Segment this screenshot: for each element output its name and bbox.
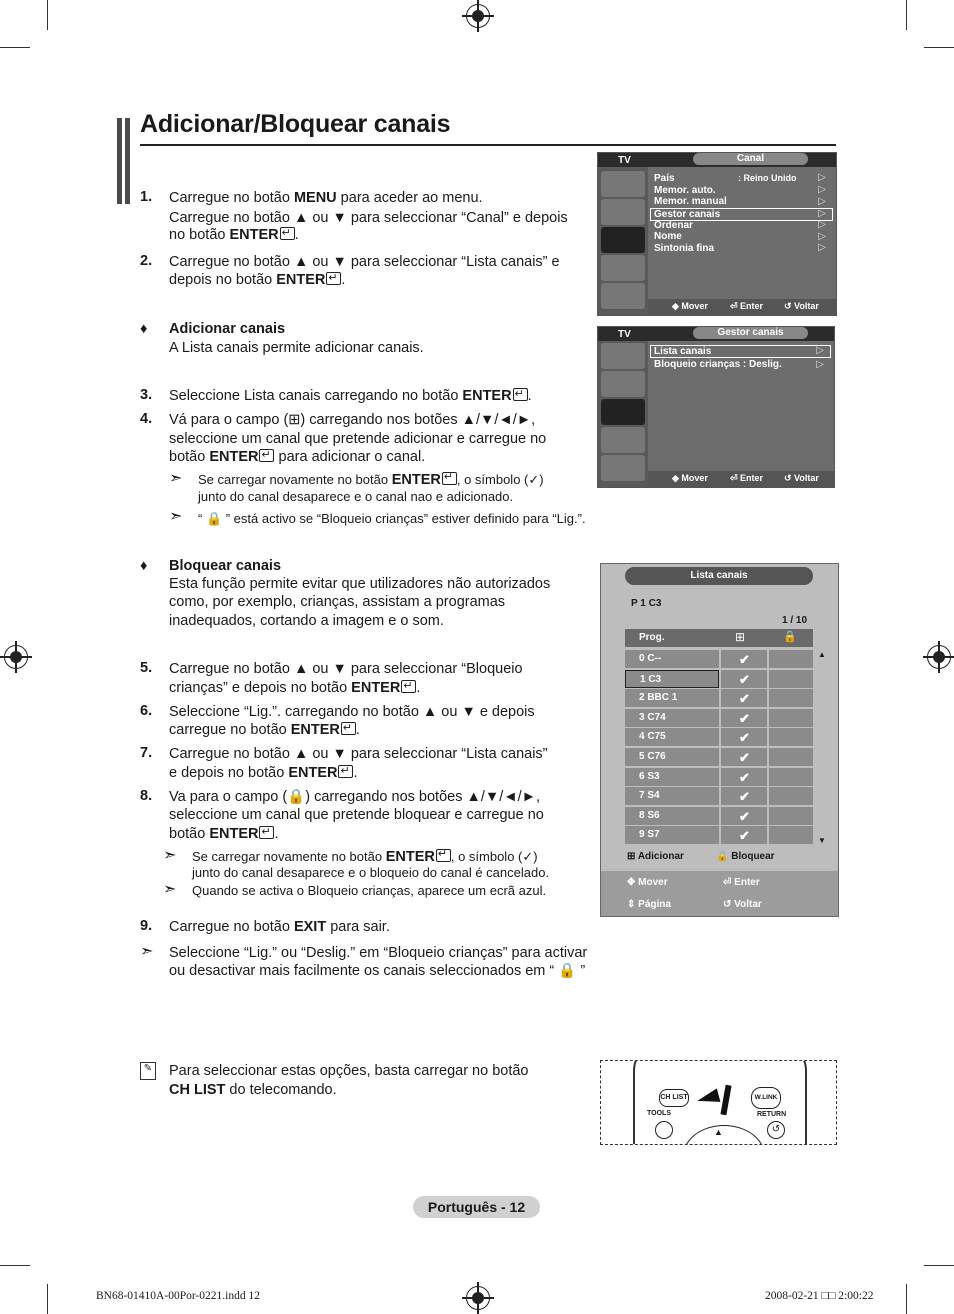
registration-mark-icon: [466, 4, 490, 28]
bullet-icon: ♦: [140, 558, 148, 574]
enter-icon: [341, 722, 356, 735]
print-info-left: BN68-01410A-00Por-0221.indd 12: [96, 1290, 260, 1302]
note-arrow-icon: ➣: [169, 508, 183, 525]
step-6-line-1: Seleccione “Lig.”. carregando no botão ▲ ou ▼ e depois: [169, 704, 535, 720]
enter-icon: [401, 680, 416, 693]
setup-icon: [601, 427, 645, 453]
add-cell[interactable]: [721, 807, 767, 825]
note-arrow-icon: ➣: [163, 881, 177, 898]
check-icon: ✔: [739, 789, 750, 804]
print-info-right: 2008-02-21 □□ 2:00:22: [765, 1290, 874, 1302]
note-arrow-icon: ➣: [169, 470, 183, 487]
add-cell[interactable]: [721, 670, 767, 688]
wlink-button[interactable]: W.LINK: [751, 1087, 781, 1109]
tv-menu-item[interactable]: Memor. manual: [654, 196, 727, 207]
step-5-line-2: crianças” e depois no botão ENTER↵ .: [169, 679, 420, 698]
add-cell[interactable]: [721, 689, 767, 707]
step-2-line-2: depois no botão ENTER↵ .: [169, 271, 345, 290]
tv-menu-item-selected[interactable]: Gestor canais: [650, 208, 833, 221]
arrow-right-icon: ▷: [818, 184, 826, 195]
channel-row[interactable]: [625, 748, 813, 766]
ch-list-button[interactable]: CH LIST: [659, 1089, 689, 1107]
enter-icon: [442, 472, 457, 485]
scroll-up-icon[interactable]: ▲: [818, 650, 826, 659]
crop-mark: [924, 1265, 954, 1266]
lock-cell[interactable]: [769, 670, 813, 688]
enter-icon: [259, 449, 274, 462]
channel-name: 1 C3: [625, 670, 719, 688]
channel-name: 7 S4: [625, 787, 719, 805]
lock-cell[interactable]: [769, 768, 813, 786]
current-channel: P 1 C3: [631, 598, 662, 609]
channel-row[interactable]: [625, 787, 813, 805]
memo-line-1: Para seleccionar estas opções, basta carregar no botão: [169, 1063, 529, 1079]
page-title: Adicionar/Bloquear canais: [140, 110, 451, 138]
step-8-line-3: botão ENTER↵ .: [169, 825, 279, 844]
channel-name: 6 S3: [625, 768, 719, 786]
step-number: 6.: [140, 703, 153, 719]
channel-name: 8 S6: [625, 807, 719, 825]
note-arrow-icon: ➣: [140, 943, 154, 960]
lock-icon: 🔒: [716, 851, 729, 862]
add-cell[interactable]: [721, 748, 767, 766]
step-9: Carregue no botão EXIT para sair.: [169, 919, 390, 935]
lock-cell[interactable]: [769, 787, 813, 805]
page-label: Português - 12: [413, 1196, 540, 1218]
note-5-line-2: ou desactivar mais facilmente os canais seleccionados em “ 🔒 ”: [169, 963, 586, 979]
channel-name: 9 S7: [625, 826, 719, 844]
arrow-right-icon: ▷: [816, 359, 824, 370]
note-3-line-1: Se carregar novamente no botão ENTER↵ , o símbolo (✓): [192, 848, 538, 866]
lock-cell[interactable]: [769, 826, 813, 844]
lock-cell[interactable]: [769, 748, 813, 766]
step-4-line-3: botão ENTER↵ para adicionar o canal.: [169, 448, 425, 467]
arrow-right-icon: ▷: [816, 345, 824, 356]
step-4-line-2: seleccione um canal que pretende adicionar e carregue no: [169, 431, 547, 447]
channel-icon: [601, 399, 645, 425]
section-lock-title: Bloquear canais: [169, 558, 282, 574]
tv-menu-sidebar: [598, 153, 648, 315]
lock-cell[interactable]: [769, 807, 813, 825]
add-icon: ⊞: [627, 851, 636, 862]
note-3-line-2: junto do canal desaparece e o bloqueio do canal é cancelado.: [192, 865, 550, 880]
channel-list-header: Lista canais: [625, 567, 813, 585]
channel-list-footer: ✥ Mover ⏎ Enter ⇕ Página ↺ Voltar: [601, 871, 838, 916]
channel-name: 3 C74: [625, 709, 719, 727]
step-7-line-1: Carregue no botão ▲ ou ▼ para seleccionar “Lista canais”: [169, 746, 548, 762]
lock-cell[interactable]: [769, 689, 813, 707]
channel-row[interactable]: [625, 826, 813, 844]
channel-row[interactable]: [625, 689, 813, 707]
step-1-line-2: Carregue no botão ▲ ou ▼ para seleccionar “Canal” e depois: [169, 210, 568, 226]
enter-icon: [280, 227, 295, 240]
step-number: 8.: [140, 788, 153, 804]
check-icon: ✔: [739, 652, 750, 667]
section-lock-line-1: Esta função permite evitar que utilizadores não autorizados: [169, 576, 551, 592]
note-1-line-2: junto do canal desaparece e o canal nao e adicionado.: [198, 489, 514, 504]
add-cell[interactable]: [721, 826, 767, 844]
tv-menu-item[interactable]: Ordenar: [654, 220, 693, 231]
step-number: 9.: [140, 918, 153, 934]
step-number: 3.: [140, 387, 153, 403]
check-icon: ✔: [739, 711, 750, 726]
channel-row[interactable]: [625, 709, 813, 727]
add-cell[interactable]: [721, 728, 767, 746]
section-lock-line-2: como, por exemplo, crianças, assistam a programas: [169, 594, 506, 610]
up-arrow-icon: ▲: [714, 1127, 723, 1137]
channel-icon: [601, 227, 645, 253]
add-cell[interactable]: [721, 787, 767, 805]
enter-icon: [513, 388, 528, 401]
picture-icon: [601, 171, 645, 197]
step-4-line-1: Vá para o campo (⊞) carregando nos botões ▲/▼/◄/►,: [169, 412, 536, 428]
tv-menu-list: [648, 167, 836, 299]
setup-icon: [601, 255, 645, 281]
lock-cell[interactable]: [769, 650, 813, 668]
step-number: 4.: [140, 411, 153, 427]
picture-icon: [601, 343, 645, 369]
registration-mark-icon: [4, 645, 28, 669]
check-icon: ✔: [739, 809, 750, 824]
note-2: “ 🔒 ” está activo se “Bloqueio crianças” estiver definido para “Lig.”.: [198, 511, 586, 526]
crop-mark: [924, 47, 954, 48]
tv-menu-list: [648, 341, 834, 471]
step-5-line-1: Carregue no botão ▲ ou ▼ para seleccionar “Bloqueio: [169, 661, 523, 677]
section-lock-line-3: inadequados, cortando a imagem e o som.: [169, 613, 444, 629]
tv-menu-footer: ◆ Mover ⏎ Enter ↺ Voltar: [648, 299, 836, 315]
tv-menu-item[interactable]: Bloqueio crianças : Deslig.: [654, 359, 782, 370]
sound-icon: [601, 199, 645, 225]
check-icon: ✔: [739, 672, 750, 687]
step-7-line-2: e depois no botão ENTER↵ .: [169, 764, 358, 783]
enter-icon: [326, 272, 341, 285]
tv-menu-gestor: [597, 326, 835, 488]
lock-cell[interactable]: [769, 709, 813, 727]
input-icon: [601, 455, 645, 481]
tv-menu-header: TV Gestor canais: [598, 327, 834, 341]
step-6-line-2: carregue no botão ENTER↵ .: [169, 721, 360, 740]
page-indicator: 1 / 10: [782, 615, 808, 626]
crop-mark: [47, 0, 48, 30]
step-number: 2.: [140, 253, 153, 269]
arrow-right-icon: ▷: [818, 231, 826, 242]
crop-mark: [47, 1284, 48, 1314]
enter-icon: [259, 826, 274, 839]
step-number: 1.: [140, 189, 153, 205]
arrow-right-icon: ▷: [818, 242, 826, 253]
input-icon: [601, 283, 645, 309]
tv-menu-item[interactable]: País: [654, 173, 675, 184]
crop-mark: [906, 1284, 907, 1314]
tv-menu-value: : Reino Unido: [738, 173, 797, 183]
heading-bar: [125, 118, 130, 204]
tools-button[interactable]: [655, 1121, 673, 1139]
crop-mark: [0, 1265, 30, 1266]
bullet-icon: ♦: [140, 321, 148, 337]
scroll-down-icon[interactable]: ▼: [818, 836, 826, 845]
step-number: 7.: [140, 745, 153, 761]
add-cell[interactable]: [721, 650, 767, 668]
crop-mark: [906, 0, 907, 30]
check-icon: ✔: [739, 770, 750, 785]
channel-row[interactable]: [625, 650, 813, 668]
tv-menu-item[interactable]: Memor. auto.: [654, 185, 716, 196]
check-icon: ✔: [739, 691, 750, 706]
memo-line-2: CH LIST do telecomando.: [169, 1082, 337, 1098]
tv-menu-canal: [597, 152, 837, 316]
arrow-right-icon: ▷: [818, 172, 826, 183]
registration-mark-icon: [927, 645, 951, 669]
remote-illustration: [600, 1060, 837, 1145]
step-8-line-1: Va para o campo (🔒) carregando nos botões ▲/▼/◄/►,: [169, 789, 540, 805]
lock-icon: 🔒: [783, 631, 797, 643]
crop-mark: [0, 47, 30, 48]
legend-add: ⊞ Adicionar: [627, 851, 684, 862]
step-8-line-2: seleccione um canal que pretende bloquear e carregue no: [169, 807, 544, 823]
channel-name: 0 C--: [625, 650, 719, 668]
tv-menu-item[interactable]: Nome: [654, 231, 682, 242]
lock-cell[interactable]: [769, 728, 813, 746]
channel-name: 2 BBC 1: [625, 689, 719, 707]
column-header: Prog. ⊞ 🔒: [625, 629, 813, 647]
tv-menu-sidebar: [598, 327, 648, 487]
step-1-line-3: no botão ENTER↵ .: [169, 226, 299, 245]
add-cell[interactable]: [721, 709, 767, 727]
step-number: 5.: [140, 660, 153, 676]
return-label: RETURN: [757, 1111, 787, 1118]
tv-menu-footer: ◆ Mover ⏎ Enter ↺ Voltar: [648, 471, 834, 487]
step-2-line-1: Carregue no botão ▲ ou ▼ para seleccionar “Lista canais” e: [169, 254, 560, 270]
channel-row[interactable]: [625, 768, 813, 786]
heading-bar: [117, 118, 122, 204]
tv-menu-header: TV Canal: [598, 153, 836, 167]
memo-icon: ✎: [140, 1062, 156, 1080]
tv-menu-item[interactable]: Sintonia fina: [654, 243, 714, 254]
title-rule: [140, 144, 836, 146]
enter-icon: [436, 849, 451, 862]
channel-name: 5 C76: [625, 748, 719, 766]
channel-name: 4 C75: [625, 728, 719, 746]
registration-mark-icon: [466, 1286, 490, 1310]
channel-list-screen: [600, 563, 839, 917]
note-5-line-1: Seleccione “Lig.” ou “Deslig.” em “Bloqueio crianças” para activar: [169, 945, 588, 961]
enter-icon: [338, 765, 353, 778]
step-1-line-1: Carregue no botão MENU para aceder ao menu.: [169, 190, 483, 206]
note-1-line-1: Se carregar novamente no botão ENTER↵ , o símbolo (✓): [198, 471, 544, 489]
legend-lock: 🔒 Bloquear: [716, 851, 775, 862]
channel-row[interactable]: [625, 728, 813, 746]
sound-icon: [601, 371, 645, 397]
note-arrow-icon: ➣: [163, 847, 177, 864]
add-icon: ⊞: [735, 630, 746, 644]
tools-label: TOOLS: [647, 1110, 671, 1117]
return-button[interactable]: ↺: [767, 1121, 785, 1139]
check-icon: ✔: [739, 750, 750, 765]
section-add-title: Adicionar canais: [169, 321, 286, 337]
section-add-desc: A Lista canais permite adicionar canais.: [169, 340, 424, 356]
channel-row[interactable]: [625, 807, 813, 825]
arrow-right-icon: ▷: [818, 208, 826, 219]
arrow-right-icon: ▷: [818, 219, 826, 230]
check-icon: ✔: [739, 730, 750, 745]
channel-row[interactable]: [625, 670, 813, 688]
arrow-right-icon: ▷: [818, 196, 826, 207]
note-4: Quando se activa o Bloqueio crianças, aparece um ecrã azul.: [192, 883, 547, 898]
step-3-line-1: Seleccione Lista canais carregando no botão ENTER↵ .: [169, 387, 532, 406]
check-icon: ✔: [739, 828, 750, 843]
add-cell[interactable]: [721, 768, 767, 786]
tv-menu-item-selected[interactable]: Lista canais: [650, 345, 831, 358]
